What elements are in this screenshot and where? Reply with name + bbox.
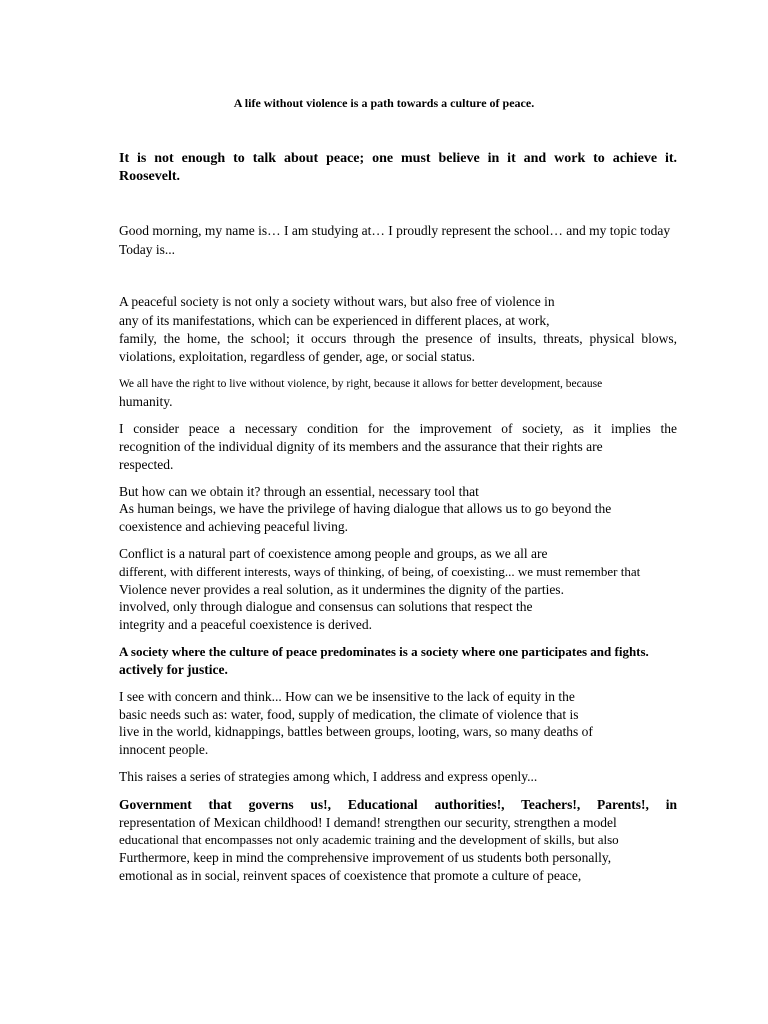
paragraph-line: respected. <box>119 457 174 472</box>
paragraph-line: But how can we obtain it? through an essential, necessary tool that <box>119 484 479 499</box>
paragraph-line: integrity and a peaceful coexistence is derived. <box>119 617 373 632</box>
paragraph-line: different, with different interests, ways of thinking, of being, of coexisting... we must remember that <box>119 564 641 579</box>
paragraph-line: A peaceful society is not only a society without wars, but also free of violence in <box>119 294 555 309</box>
paragraph-line: any of its manifestations, which can be experienced in different places, at work, <box>119 313 550 328</box>
intro-line: Today is... <box>119 242 176 257</box>
bold-appeal: Government that governs us!, Educational authorities!, Teachers!, Parents!, in <box>119 797 677 812</box>
paragraph-line: emotional as in social, reinvent spaces of coexistence that promote a culture of peace, <box>119 868 582 883</box>
bold-statement: actively for justice. <box>119 662 228 677</box>
paragraph-line: involved, only through dialogue and consensus can solutions that respect the <box>119 599 533 614</box>
document-title: A life without violence is a path towards a culture of peace. <box>233 96 535 110</box>
paragraph-line: basic needs such as: water, food, supply of medication, the climate of violence that is <box>119 707 579 722</box>
bold-statement: A society where the culture of peace predominates is a society where one participates and fights. <box>119 644 649 659</box>
paragraph-line: I consider peace a necessary condition for the improvement of society, as it implies the <box>119 421 677 436</box>
paragraph-line: Conflict is a natural part of coexistence among people and groups, as we all are <box>119 546 548 561</box>
paragraph-line: educational that encompasses not only academic training and the development of skills, but also <box>119 832 619 847</box>
paragraph-line: We all have the right to live without violence, by right, because it allows for better development, because <box>119 378 603 390</box>
paragraph-line: Furthermore, keep in mind the comprehensive improvement of us students both personally, <box>119 850 612 865</box>
quote-line: It is not enough to talk about peace; one must believe in it and work to achieve it. <box>119 151 677 166</box>
paragraph-line: Violence never provides a real solution, as it undermines the dignity of the parties. <box>119 582 564 597</box>
paragraph-line: innocent people. <box>119 742 209 757</box>
paragraph-line: coexistence and achieving peaceful living. <box>119 519 349 534</box>
intro-line: Good morning, my name is… I am studying at… I proudly represent the school… and my topic today <box>119 223 671 238</box>
paragraph-line: violations, exploitation, regardless of gender, age, or social status. <box>119 349 475 364</box>
paragraph-line: As human beings, we have the privilege of having dialogue that allows us to go beyond the <box>119 501 612 516</box>
paragraph-line: recognition of the individual dignity of its members and the assurance that their rights are <box>119 439 603 454</box>
quote-author: Roosevelt. <box>119 169 181 184</box>
paragraph-line: representation of Mexican childhood! I demand! strengthen our security, strengthen a model <box>119 815 617 830</box>
paragraph-line: This raises a series of strategies among which, I address and express openly... <box>119 769 538 784</box>
paragraph-line: I see with concern and think... How can we be insensitive to the lack of equity in the <box>119 689 575 704</box>
paragraph-line: humanity. <box>119 394 173 409</box>
paragraph-line: family, the home, the school; it occurs through the presence of insults, threats, physical blows, <box>119 331 677 346</box>
paragraph-line: live in the world, kidnappings, battles between groups, looting, wars, so many deaths of <box>119 724 593 739</box>
